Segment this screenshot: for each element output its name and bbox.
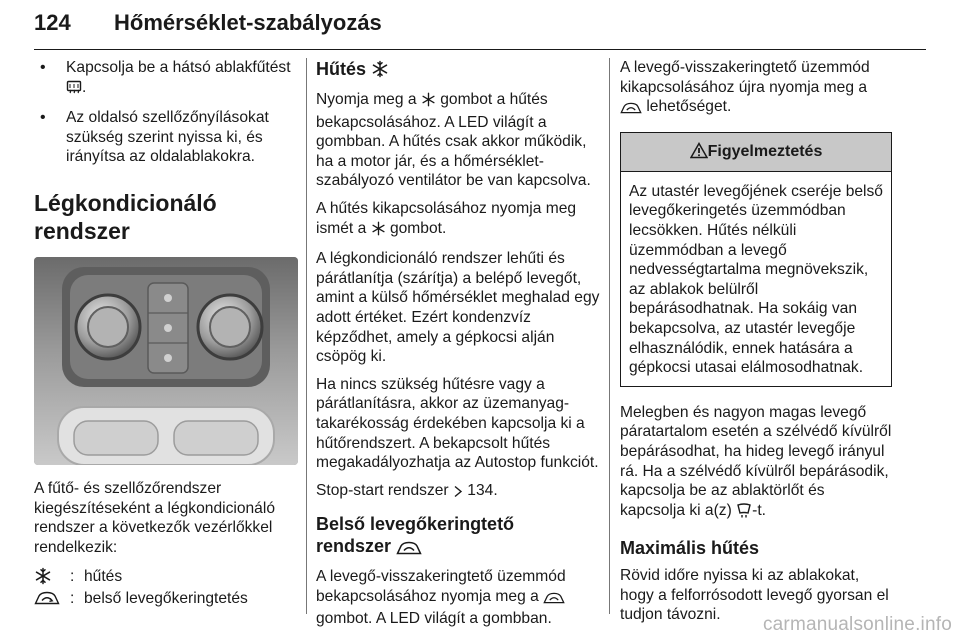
recirculation-off-paragraph: A levegő-visszakeringtető üzemmód kikapcsolásához újra nyomja meg a lehetőséget. [620,58,892,120]
cooling-paragraph: Nyomja meg a gombot a hűtés bekapcsolásához. A LED világít a gombban. A hűtés csak akkor működik, ha a motor jár, és a hőmérséklet-szabályozó ventilátor be van kapcsolva. [316,91,591,190]
recirculation-icon [620,100,642,120]
column-left [34,58,302,609]
stop-start-reference: Stop-start rendszer 134. [316,481,604,504]
bullet-item: • Az oldalsó szellőzőnyílásokat szükség szerint nyissa ki, és irányítsa az oldalablakokra. [34,108,302,167]
page-header [34,6,926,50]
intro-paragraph: A fűtő- és szellőzőrendszer kiegészítéseként a légkondicionáló rendszer a következők vezérlőkkel rendelkezik: [34,479,275,556]
climate-control-photo [34,257,298,465]
column-divider [609,58,610,614]
windscreen-paragraph: Melegben és nagyon magas levegő páratartalom esetén a szélvédő kívülről bepárásodhat, ha hideg levegő irányul rá. Ha a szélvédő kívülről bepárásodik, kapcsolja be az ablaktörlőt és kapcsolja ki a(z) -t. [620,403,892,524]
section-title: Légkondicionáló rendszer [34,189,217,244]
column-divider [306,58,307,614]
cooling-off-paragraph: A hűtés kikapcsolásához nyomja meg ismét a gombot. [316,199,604,241]
warning-box [620,132,892,387]
snowflake-icon [371,60,389,83]
recirculation-icon [396,538,422,560]
watermark: carmanualsonline.info [762,614,952,635]
recirculation-icon [34,591,70,605]
warning-text: Az utastér levegőjének cseréje belső levegőkeringetés üzemmódban lecsökken. Hűtés nélküli üzemmódban a levegő nedvességtartalma megnövekszik, az ablakok belülről bepárásodhatnak. Ha sokáig van bekapcsolva, az utastér levegője elhasználódik, ennek hatására a gépkocsi utasai elálmosodhatnak. [629,182,883,377]
rear-window-heater-icon [66,80,82,101]
column-middle [316,58,604,637]
legend-label: hűtés [84,567,123,585]
legend-row: : hűtés [34,565,302,587]
snowflake-icon [371,221,386,242]
snowflake-icon [34,567,70,585]
max-cooling-paragraph: Rövid időre nyissa ki az ablakokat, hogy a felforrósodott levegő gyorsan el tudjon távozni. [620,567,889,624]
column-right [620,58,892,633]
recirculation-icon [543,590,565,610]
cooling-heading: Hűtés [316,58,604,83]
legend-row: : belső levegőkeringtetés [34,587,302,609]
page-reference-link[interactable]: 134. [467,481,498,499]
dehumidify-paragraph: A légkondicionáló rendszer lehűti és párátlanítja (szárítja) a belépő levegőt, amint a külső hőmérséklet meghalad egy adott értéket. Ezért kondenzvíz képződhet, amely a gépkocsi alján csöpög ki. [316,250,600,366]
recirculation-heading: Belső levegőkeringtető rendszer [316,513,604,560]
snowflake-icon [421,92,436,113]
page-number: 124 [34,10,71,35]
control-legend [34,565,302,609]
economy-paragraph: Ha nincs szükség hűtésre vagy a párátlanításra, akkor az üzemanyag-takarékosság érdekében kapcsolja ki a hűtőrendszert. A bekapcsolt hűtés megakadályozhatja az Autostop funkciót. [316,375,599,472]
warning-triangle-icon [690,136,708,174]
legend-label: belső levegőkeringtetés [84,589,248,607]
page-reference-icon [453,484,463,504]
warning-header: Figyelmeztetés [621,133,891,172]
bullet-item: • Kapcsolja be a hátsó ablakfűtést . [34,58,302,100]
max-cooling-heading: Maximális hűtés [620,538,760,559]
windscreen-air-icon [736,503,752,524]
page-title: Hőmérséklet-szabályozás [114,10,382,35]
recirculation-paragraph: A levegő-visszakeringtető üzemmód bekapcsolásához nyomja meg a gombot. A LED világít a gombban. [316,568,566,628]
